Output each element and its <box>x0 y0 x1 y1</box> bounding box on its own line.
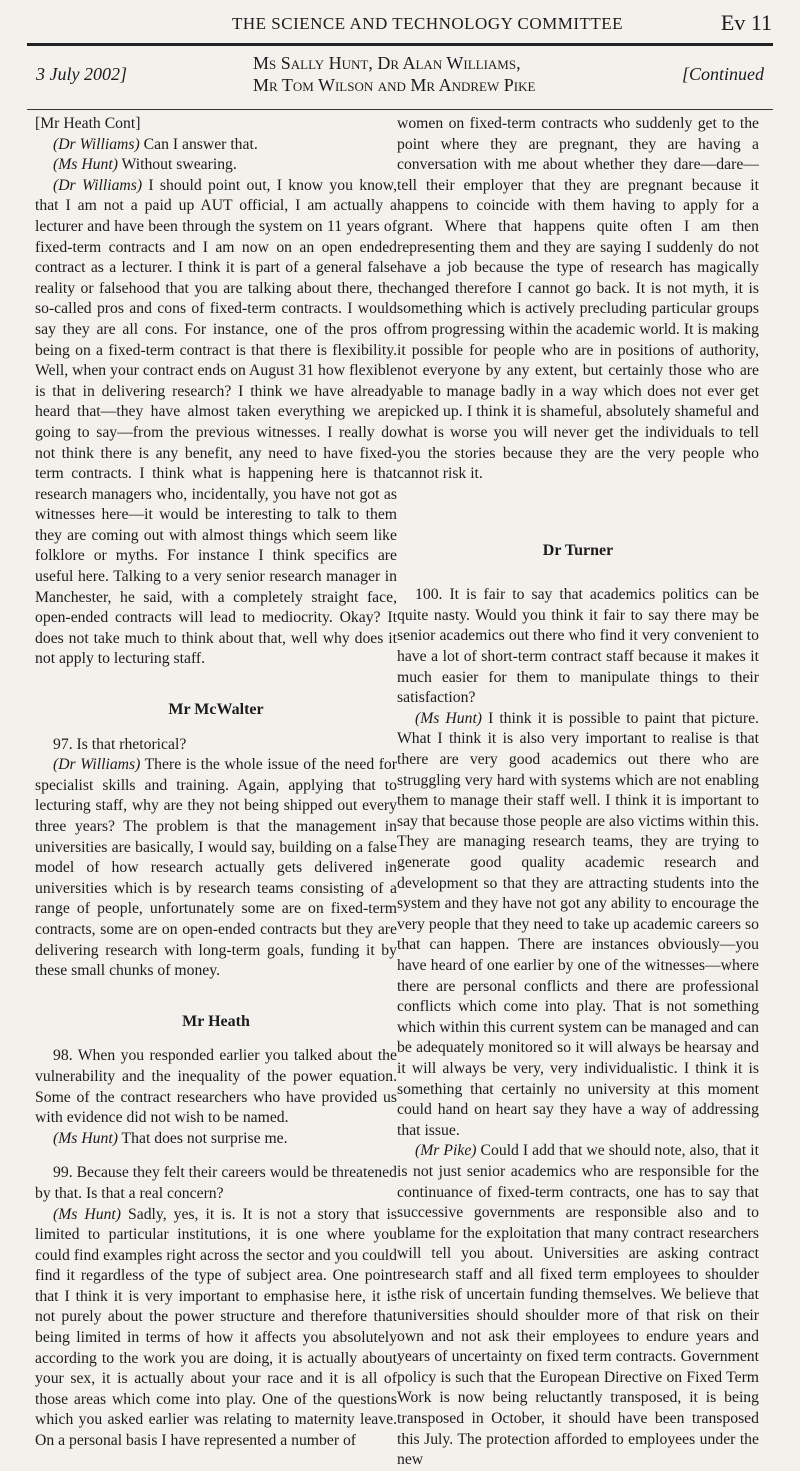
continuation-label: [Mr Heath Cont] <box>35 115 141 132</box>
witness-names-line-1: Ms Sally Hunt, Dr Alan Williams, <box>253 53 521 73</box>
header-rule <box>27 43 773 46</box>
paragraph: (Dr Williams) I should point out, I know you know, that I am not a paid up AUT official, I am actually a lecturer and have been through the system on 11 years of fixed-term contracts and I am now on an open ended contract as a lecturer. I think it is part of a general false reality or falsehood that you are talking about there, the so-called pros and cons of fixed-term contracts. I would say they are all cons. For instance, one of the pros of being on a fixed-term contract is that there is flexibility. Well, when your contract ends on August 31 how flexible is that in delivering research? I think we have already heard that—they have almost taken everything we are going to say—from the previous witnesses. I really do not think there is any benefit, any need to have fixed-term contracts. I think what is happening here is that research managers who, incidentally, you have not got as witnesses here—it would be interesting to talk to them they are coming out with almost things which seem like folklore or myths. For instance I think specifics are useful here. Talking to a very senior research manager in Manchester, he said, with a completely straight face, open-ended contracts will lead to mediocrity. Okay? It does not take much to think about that, well why does it not apply to lecturing staff. <box>35 176 397 668</box>
page-number: Ev 11 <box>720 10 772 35</box>
speaker-heading: Dr Turner <box>542 541 614 559</box>
question-97: 97. Is that rhetorical? <box>53 735 187 753</box>
paragraph: (Ms Hunt) I think it is possible to paint that picture. What I think it is also very important to realise is that there are very good academics out there who are struggling very hard with systems which are not enabling them to manage their staff well. I think it is important to say that because those people are also victims within this. They are managing research teams, they are trying to generate good quality academic research and development so that they are attracting students into the system and they have not got any ability to encourage the very people that they need to take up academic careers so that can happen. There are instances obviously—you have heard of one earlier by one of the witnesses—where there are personal conflicts and there are professional conflicts which come into play. That is not something which within this current system can be managed and can be adequately monitored so it will always be hearsay and it will always be very, very individualistic. I think it is something that certainly no university at this moment could hand on heart say they have a way of addressing that issue. <box>397 709 760 1139</box>
speaker-heading: Mr McWalter <box>168 701 264 719</box>
question-100: 100. It is fair to say that academics politics can be quite nasty. Would you think it fair to say there may be senior academics out there who find it very convenient to have a lot of short-term contract staff because it makes it much easier for them to manipulate things to their satisfaction? <box>397 586 759 707</box>
paragraph: (Ms Hunt) Without swearing. <box>53 156 237 174</box>
paragraph: (Ms Hunt) Sadly, yes, it is. It is not a story that is limited to particular institutions, it is one where you could find examples right across the sector and you could find it regardless of the type of subject area. One point that I think it is very important to emphasise here, it is not purely about the power structure and therefore that being limited in terms of how it affects you absolutely according to the work you are doing, it is actually about your sex, it is actually about your race and it is all of those areas which come into play. One of the questions which you asked earlier was relating to maternity leave. On a personal basis I have represented a number of <box>35 1205 397 1450</box>
speaker-heading: Mr Heath <box>182 1012 250 1030</box>
paragraph: (Dr Williams) Can I answer that. <box>53 135 258 153</box>
paragraph: women on fixed-term contracts who suddenly get to the point where they are pregnant, they are having a conversation with me about whether they dare—dare—tell their employer that they are pregnant because it happens to coincide with them having to apply for a grant. Where that happens quite often I am then representing them and they are saying I suddenly do not have a job because the type of research has magically changed therefore I cannot go back. It is not myth, it is something which is actively precluding particular groups from progressing within the academic world. It is making it possible for people who are in positions of authority, not everyone by any extent, but certainly those who are able to manage badly in a way which does not ever get picked up. I think it is shameful, absolutely shameful and what is worse you will never get the individuals to tell you the stories because they are the very people who cannot risk it. <box>397 115 759 483</box>
right-column <box>397 114 759 1471</box>
question-99: 99. Because they felt their careers would be threatened by that. Is that a real concern? <box>35 1164 397 1202</box>
paragraph: (Mr Pike) Could I add that we should note, also, that it is not just senior academics who are responsible for the continuance of fixed-term contracts, one has to say that successive governments are responsible also and to blame for the exploitation that many contract researchers will tell you about. Universities are asking contract research staff and all fixed term employees to shoulder the risk of uncertain funding themselves. We believe that universities should shoulder more of that risk on their own and not ask their employees to endure years and years of uncertainty on fixed term contracts. Government policy is such that the European Directive on Fixed Term Work is now being reluctantly transposed, it is being transposed in October, it should have been transposed this July. The protection afforded to employees under the new <box>397 1142 759 1469</box>
left-column <box>35 114 397 1452</box>
question-98: 98. When you responded earlier you talked about the vulnerability and the inequality of the power equation. Some of the contract researchers who have provided us with evidence did not wish to be named. <box>35 1047 397 1127</box>
continued-marker: [Continued <box>681 64 764 84</box>
journal-title: THE SCIENCE AND TECHNOLOGY COMMITTEE <box>232 14 624 33</box>
paragraph: (Ms Hunt) That does not surprise me. <box>53 1129 288 1147</box>
running-header <box>0 8 800 38</box>
paragraph: (Dr Williams) There is the whole issue of the need for specialist skills and training. Again, applying that to lecturing staff, why are they not being shipped out every three years? The problem is that the management in universities are basically, I would say, building on a false model of how research actually gets delivered in universities which is by research teams consisting of a range of people, unfortunately some are on fixed-term contracts, some are on open-ended contracts but they are delivering research with long-term goals, funding it by these small chunks of money. <box>35 756 397 980</box>
witness-names-line-2: Mr Tom Wilson and Mr Andrew Pike <box>253 75 536 95</box>
session-date: 3 July 2002] <box>36 64 127 84</box>
witness-names <box>253 52 535 96</box>
subheader-rule <box>27 109 773 110</box>
